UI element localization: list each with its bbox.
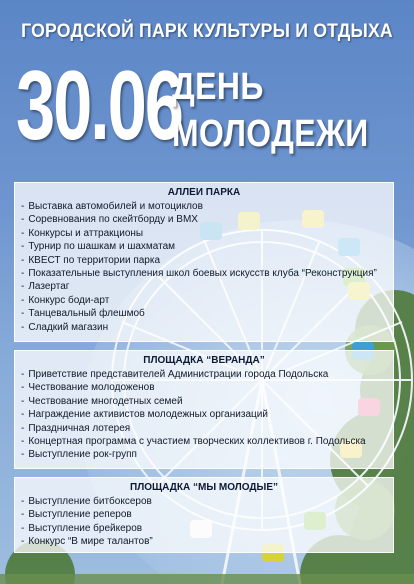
section-title: АЛЛЕИ ПАРКА (167, 187, 241, 198)
list-item: - Показательные выступления школ боевых искусств клуба “Реконструкция” (21, 268, 377, 280)
list-item: - Чествование многодетных семей (21, 395, 183, 407)
list-item: - Турнир по шашкам и шахматам (21, 241, 176, 253)
list-item: - Выступление рок-групп (21, 449, 137, 461)
list-item: - Награждение активистов молодежных организаций (21, 409, 268, 421)
list-item: - Соревнования по скейтборду и BMX (21, 214, 198, 226)
list-item: - Выступление битбоксеров (21, 496, 152, 507)
list-item: - Конкурс боди-арт (21, 294, 110, 306)
list-item: - Лазертаг (21, 281, 70, 293)
list-item: - Танцевальный флешмоб (21, 308, 145, 320)
list-item: - Праздничная лотерея (21, 422, 131, 434)
list-item: - Выступление брейкеров (21, 522, 143, 534)
list-item: - Приветствие представителей Администрации города Подольска (21, 369, 329, 380)
list-item: - КВЕСТ по территории парка (21, 254, 161, 266)
list-item: - Выставка автомобилей и мотоциклов (21, 201, 203, 212)
poster-header (0, 0, 414, 170)
section-title: ПЛОЩАДКА “ВЕРАНДА” (143, 355, 265, 366)
list-item: - Конкурсы и аттракционы (21, 227, 144, 239)
event-name-line1: ДЕНЬ (172, 66, 264, 108)
park-title: ГОРОДСКОЙ ПАРК КУЛЬТУРЫ И ОТДЫХА (21, 21, 393, 42)
section-title: ПЛОЩАДКА “МЫ МОЛОДЫЕ” (130, 482, 278, 493)
section-we-are-young (14, 477, 394, 553)
list-item: - Сладкий магазин (21, 321, 109, 333)
list-item: - Выступление реперов (21, 509, 132, 521)
event-date: 30.06 (16, 50, 182, 160)
event-name (172, 64, 369, 158)
section-veranda (14, 350, 394, 469)
list-item: - Конкурс “В мире талантов” (21, 536, 153, 548)
list-item: - Концертная программа с участием творческих коллективов г. Подольска (21, 436, 366, 448)
section-alleys (14, 182, 394, 342)
event-name-line2: МОЛОДЕЖИ (172, 113, 369, 155)
list-item: - Чествование молодоженов (21, 382, 155, 394)
